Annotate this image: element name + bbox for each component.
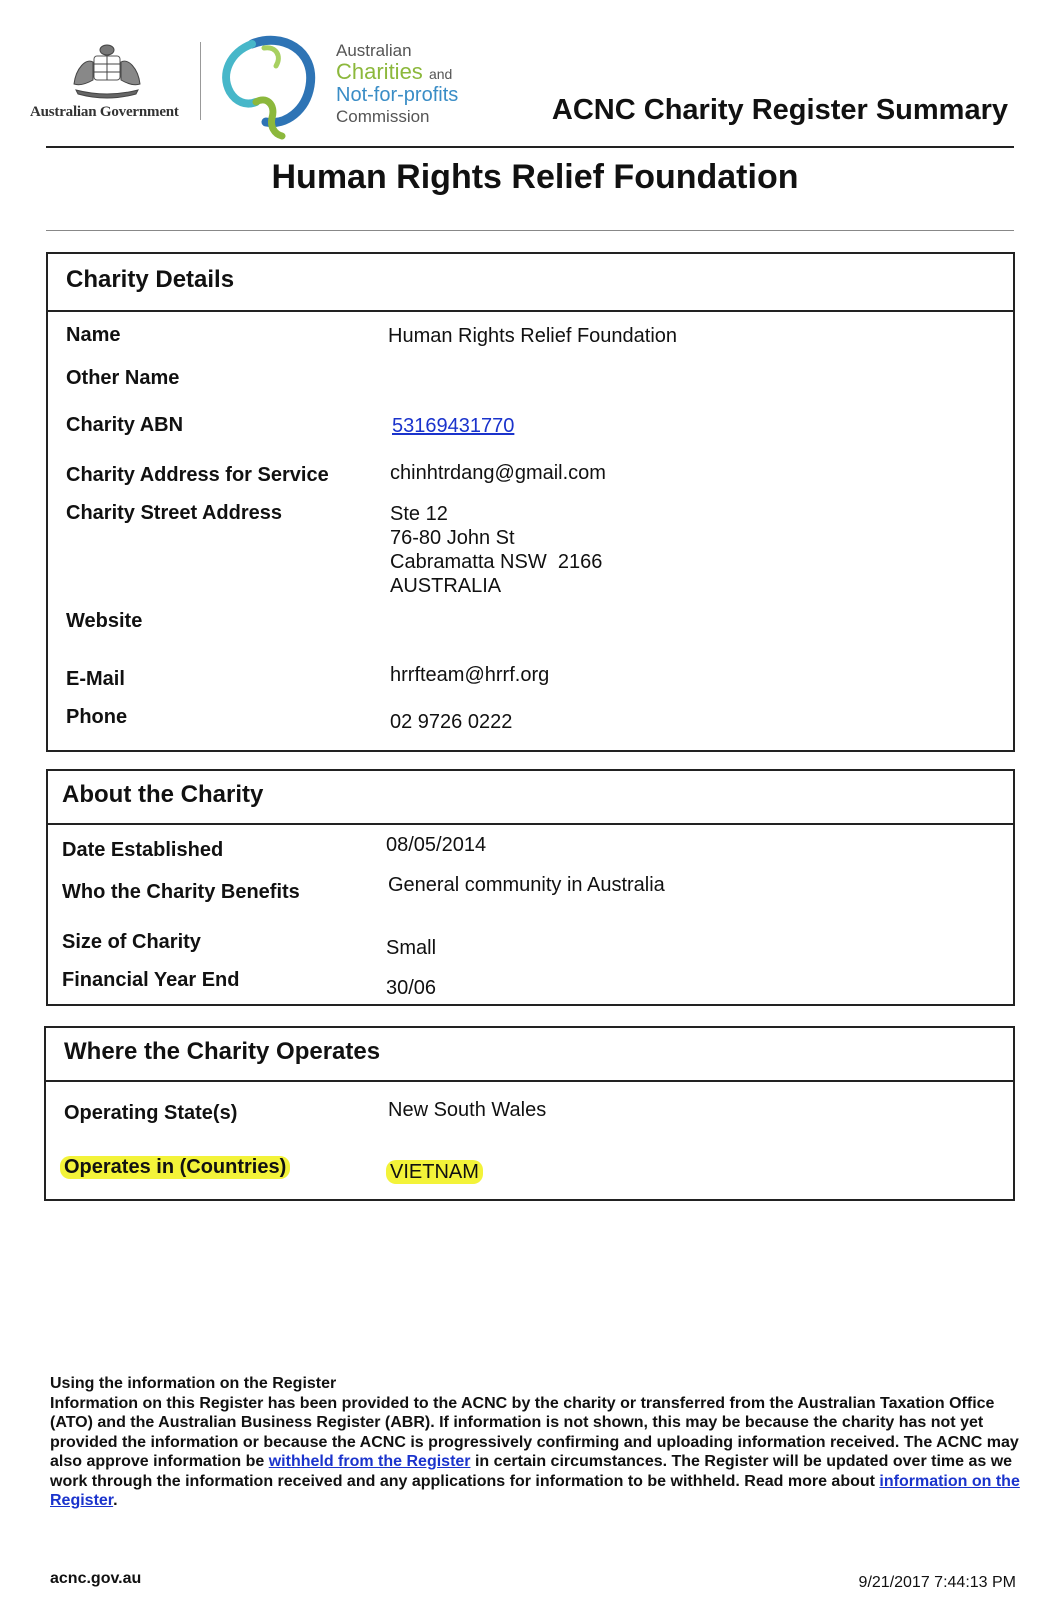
who-benefits-label: Who the Charity Benefits <box>62 881 300 903</box>
about-title: About the Charity <box>62 781 264 808</box>
who-benefits-value: General community in Australia <box>388 874 665 896</box>
phone-value: 02 9726 0222 <box>390 711 513 733</box>
information-on-register-link[interactable]: information on the Register <box>50 1472 1020 1509</box>
operates-title: Where the Charity Operates <box>64 1038 381 1065</box>
acnc-logo-charities: Charities <box>336 59 423 84</box>
acnc-logo-line-2 <box>336 61 458 85</box>
operates-panel <box>44 1026 1015 1201</box>
street-address-line: Cabramatta NSW 2166 <box>390 551 603 573</box>
financial-year-end-value: 30/06 <box>386 977 437 999</box>
abn-label: Charity ABN <box>66 414 184 436</box>
name-label: Name <box>66 324 121 346</box>
name-value: Human Rights Relief Foundation <box>388 325 678 347</box>
note-text: Information on this Register has been provided to the ACNC by the charity or transferred from the Australian Taxation Office (ATO) and the Australian Business Register (ABR). If information is not shown, this may be because the charity has not yet provided the information or because the ACNC is progressively confirming and uploading information received. The ACNC may also approve information be <box>50 1394 1019 1470</box>
australian-government-label: Australian Government <box>30 104 179 120</box>
date-established-label: Date Established <box>62 839 224 861</box>
withheld-from-register-link[interactable]: withheld from the Register <box>268 1453 471 1470</box>
charity-name-heading: Human Rights Relief Foundation <box>271 158 799 196</box>
note-body <box>50 1394 1030 1511</box>
street-address-line: 76-80 John St <box>390 527 515 549</box>
acnc-logo-text <box>336 40 458 127</box>
street-address-line: AUSTRALIA <box>390 575 502 597</box>
title-rule <box>46 230 1014 231</box>
email-label: E-Mail <box>66 668 125 690</box>
financial-year-end-label: Financial Year End <box>62 969 240 991</box>
acnc-logo-line-3: Not-for-profits <box>336 84 459 106</box>
header-rule <box>46 146 1014 148</box>
size-label: Size of Charity <box>62 931 201 953</box>
street-address-label: Charity Street Address <box>66 502 282 524</box>
address-for-service-value: chinhtrdang@gmail.com <box>390 462 606 484</box>
date-established-value: 08/05/2014 <box>386 834 487 856</box>
phone-label: Phone <box>66 706 128 728</box>
operates-countries-value: VIETNAM <box>386 1160 483 1184</box>
commonwealth-coat-of-arms-icon <box>66 40 148 100</box>
charity-details-title: Charity Details <box>66 266 235 293</box>
note-text: in certain circumstances. The Register will be updated over time as we work through the information received and any applications for information to be withheld. Read more about <box>50 1453 1013 1490</box>
note-heading: Using the information on the Register <box>50 1375 337 1392</box>
operates-countries-label: Operates in (Countries) <box>60 1156 290 1179</box>
acnc-logo-line-4: Commission <box>336 107 430 126</box>
acnc-logo-and: and <box>428 66 453 82</box>
register-information-note <box>50 1374 1030 1511</box>
header-divider <box>200 42 201 120</box>
acnc-logo-line-1: Australian <box>336 41 412 60</box>
about-panel <box>46 769 1015 1006</box>
note-text: . <box>113 1492 118 1509</box>
abn-link[interactable]: 53169431770 <box>392 415 515 437</box>
document-title: ACNC Charity Register Summary <box>551 94 1008 126</box>
street-address-line: Ste 12 <box>390 503 448 525</box>
street-address-value <box>390 502 602 598</box>
other-name-label: Other Name <box>66 367 180 389</box>
operating-states-label: Operating State(s) <box>64 1102 238 1124</box>
charity-details-panel <box>46 252 1015 752</box>
operating-states-value: New South Wales <box>388 1099 547 1121</box>
address-for-service-label: Charity Address for Service <box>66 464 329 486</box>
website-label: Website <box>66 610 143 632</box>
acnc-logo-icon <box>212 30 324 142</box>
email-value: hrrfteam@hrrf.org <box>390 664 550 686</box>
print-timestamp: 9/21/2017 7:44:13 PM <box>858 1574 1016 1591</box>
site-url: acnc.gov.au <box>50 1570 142 1587</box>
size-value: Small <box>386 937 437 959</box>
